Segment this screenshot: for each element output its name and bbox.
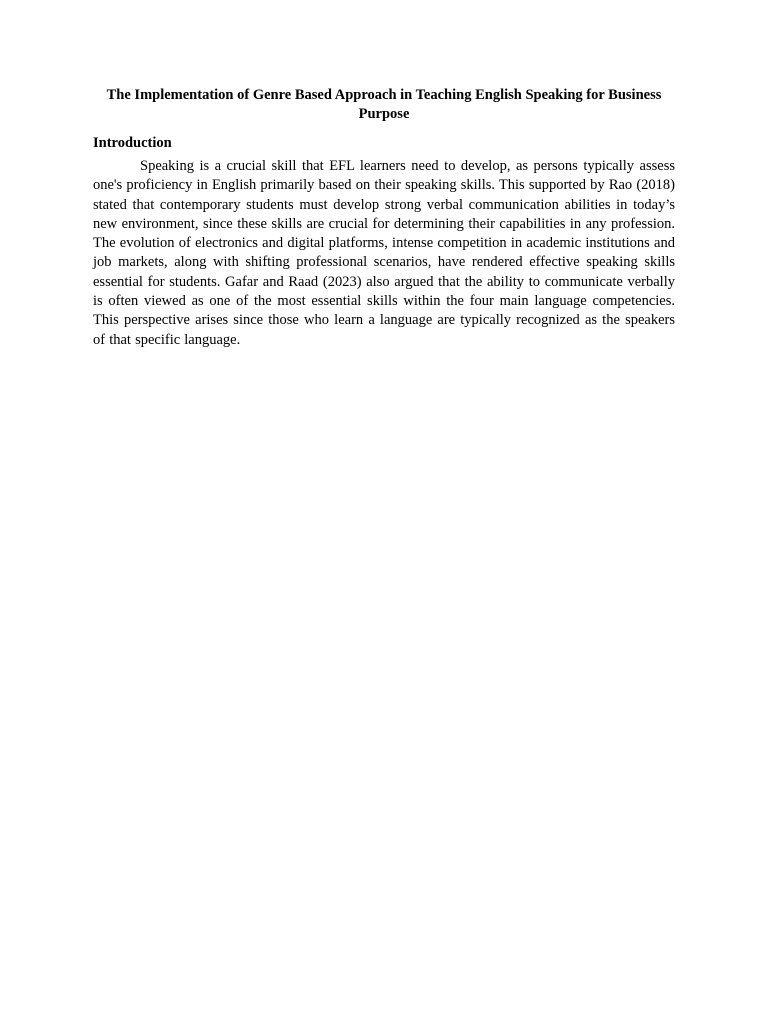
introduction-section bbox=[93, 134, 675, 350]
body-paragraph: Speaking is a crucial skill that EFL learners need to develop, as persons typically assess one's proficiency in English primarily based on their speaking skills. This supported by Rao (2018) stated that contemporary students must develop strong verbal communication abilities in today’s new environment, since these skills are crucial for determining their capabilities in any profession. The evolution of electronics and digital platforms, intense competition in academic institutions and job markets, along with shifting professional scenarios, have rendered effective speaking skills essential for students. Gafar and Raad (2023) also argued that the ability to communicate verbally is often viewed as one of the most essential skills within the four main language competencies. This perspective arises since those who learn a language are typically recognized as the speakers of that specific language. bbox=[93, 158, 675, 348]
section-heading-introduction: Introduction bbox=[93, 135, 172, 151]
document-title: The Implementation of Genre Based Approach in Teaching English Speaking for Business Purpose bbox=[106, 87, 662, 122]
document-content bbox=[93, 86, 675, 350]
